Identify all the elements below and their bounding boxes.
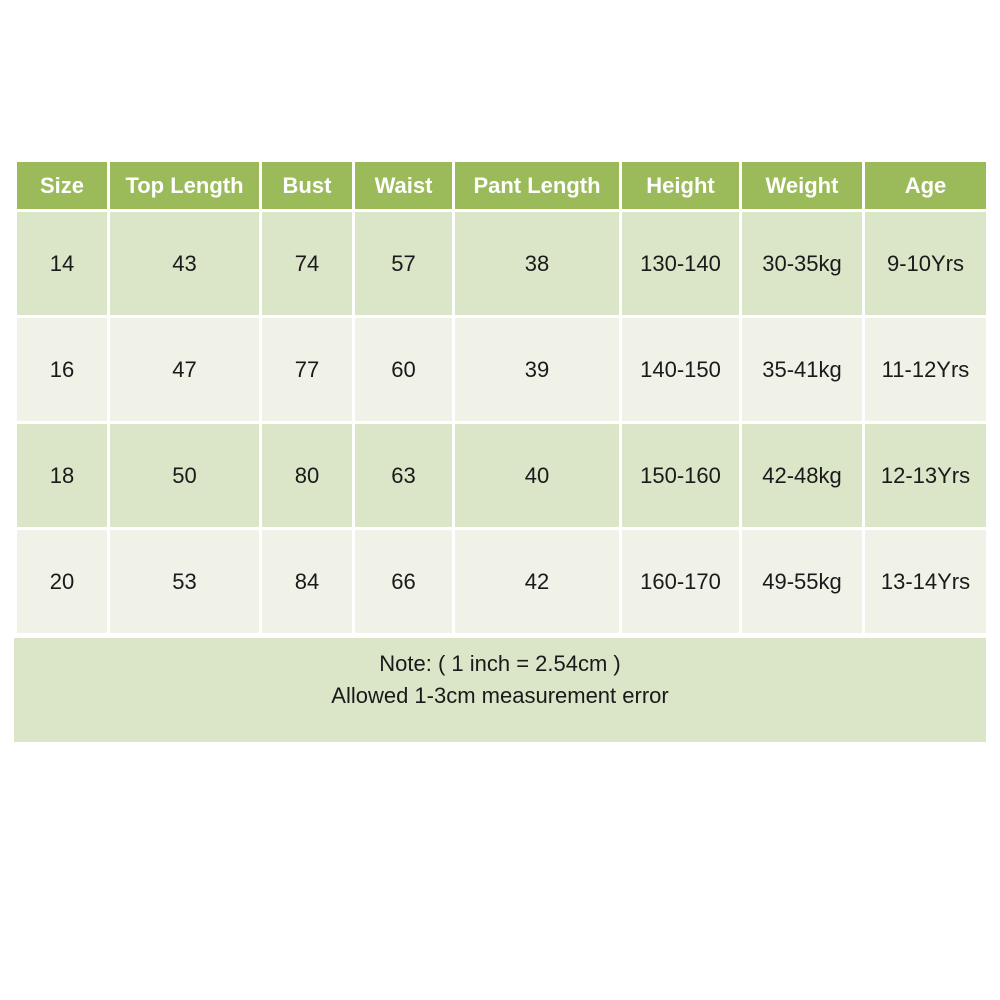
table-cell: 77: [261, 317, 354, 423]
table-cell: 39: [454, 317, 621, 423]
header-cell-size: Size: [16, 161, 109, 211]
size-chart-table: [14, 159, 989, 636]
table-cell: 42-48kg: [741, 423, 864, 529]
table-cell: 84: [261, 529, 354, 635]
table-row-size-14: [16, 211, 988, 317]
table-cell: 50: [109, 423, 261, 529]
header-cell-age: Age: [864, 161, 988, 211]
header-cell-bust: Bust: [261, 161, 354, 211]
table-cell: 130-140: [621, 211, 741, 317]
table-cell: 12-13Yrs: [864, 423, 988, 529]
table-row-size-16: [16, 317, 988, 423]
header-cell-pant-length: Pant Length: [454, 161, 621, 211]
table-cell: 160-170: [621, 529, 741, 635]
table-row-size-18: [16, 423, 988, 529]
table-cell: 16: [16, 317, 109, 423]
table-cell: 80: [261, 423, 354, 529]
header-cell-height: Height: [621, 161, 741, 211]
table-cell: 66: [354, 529, 454, 635]
table-cell: 140-150: [621, 317, 741, 423]
header-row: [16, 161, 988, 211]
header-cell-weight: Weight: [741, 161, 864, 211]
note-line-inch-conversion: Note: ( 1 inch = 2.54cm ): [379, 651, 621, 676]
table-cell: 150-160: [621, 423, 741, 529]
table-cell: 14: [16, 211, 109, 317]
table-cell: 18: [16, 423, 109, 529]
table-cell: 53: [109, 529, 261, 635]
table-cell: 47: [109, 317, 261, 423]
header-cell-waist: Waist: [354, 161, 454, 211]
table-cell: 49-55kg: [741, 529, 864, 635]
size-chart: [14, 159, 986, 742]
table-cell: 57: [354, 211, 454, 317]
table-cell: 74: [261, 211, 354, 317]
table-cell: 60: [354, 317, 454, 423]
table-cell: 13-14Yrs: [864, 529, 988, 635]
table-cell: 9-10Yrs: [864, 211, 988, 317]
table-cell: 35-41kg: [741, 317, 864, 423]
note-line-measurement-error: Allowed 1-3cm measurement error: [331, 683, 669, 708]
table-cell: 42: [454, 529, 621, 635]
table-cell: 38: [454, 211, 621, 317]
table-row-size-20: [16, 529, 988, 635]
table-cell: 20: [16, 529, 109, 635]
table-cell: 43: [109, 211, 261, 317]
table-cell: 40: [454, 423, 621, 529]
header-cell-top-length: Top Length: [109, 161, 261, 211]
note-panel: [14, 638, 986, 742]
table-cell: 11-12Yrs: [864, 317, 988, 423]
table-cell: 30-35kg: [741, 211, 864, 317]
table-cell: 63: [354, 423, 454, 529]
